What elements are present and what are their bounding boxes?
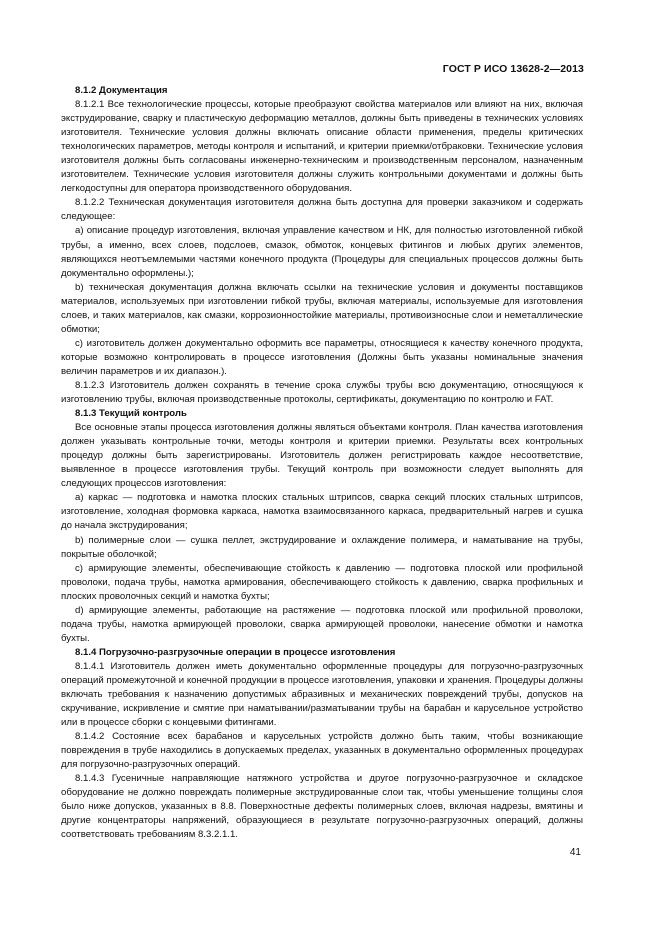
list-item-b: b) полимерные слои — сушка пеллет, экструдирование и охлаждение полимера, и наматывание на трубы, покрытые оболочкой; [61,534,583,560]
paragraph-8-1-2-1: 8.1.2.1 Все технологические процессы, которые преобразуют свойства материалов или влияют на них, включая экструдирование, сварку и пластическую деформацию металлов, должны быть приведены в технических условиях изготовителя. Технические условия должны включать описание области применения, пределы критических технологических параметров, методы контроля и испытаний, и критерии приемки/отбраковки. Технические условия изготовителя должны быть согласованы инженерно-техническим и производственным персоналом, назначенным изготовителем. Технические условия изготовителя должны служить контрольными документами и должны быть легкодоступны для оператора производственного оборудования. [61,99,583,195]
list-item-b: b) техническая документация должна включать ссылки на технические условия и документы поставщиков материалов, используемых при изготовлении гибкой трубы, включая материалы, используемые для изготовления слоев, и таких материалов, как смазки, коррозионностойкие материалы, противоизносные слои и неметаллические обмотки; [61,281,583,335]
section-heading-8-1-2: 8.1.2 Документация [75,85,168,96]
paragraph-8-1-4-1: 8.1.4.1 Изготовитель должен иметь документально оформленные процедуры для погрузочно-разгрузочных операций промежуточной и конечной продукции в процессе изготовления, упаковки и хранения. Процедуры должны включать требования к назначению допустимых абразивных и механических повреждений трубы, допусков на скручивание, искривление и смятие при наматывании/разматывании трубы на барабан и карусельное устройство или в процессе сборки с концевыми фитингами. [61,660,583,729]
paragraph-8-1-4-2: 8.1.4.2 Состояние всех барабанов и карусельных устройств должно быть таким, чтобы возникающие повреждения в трубе находились в допускаемых пределах, указанных в документально оформленных процедурах для погрузочно-разгрузочных операций. [61,731,583,771]
list-item-c: c) изготовитель должен документально оформить все параметры, относящиеся к качеству конечного продукта, которые возможно контролировать в процессе изготовления (Должны быть указаны номинальные значения величин параметров и их диапазон.). [61,337,583,377]
list-item-a: а) описание процедур изготовления, включая управление качеством и НК, для полностью изготовленной гибкой трубы, а именно, всех слоев, подслоев, смазок, обмоток, концевых фитингов и любых других элементов, являющихся неотъемлемыми частями конечного продукта (Процедуры для специальных процессов должны быть документально оформлены.); [61,225,583,279]
page-number: 41 [569,847,581,858]
document-code-header: ГОСТ Р ИСО 13628-2—2013 [442,63,584,75]
paragraph-8-1-3: Все основные этапы процесса изготовления должны являться объектами контроля. План качества изготовления должен указывать контрольные точки, методы контроля и критерии приемки. Результаты всех контрольных процедур должны быть зарегистрированы. Изготовитель должен регистрировать каждое несоответствие, выявленное в процессе изготовления трубы. Текущий контроль при возможности следует выполнять для следующих процессов изготовления: [61,422,583,490]
paragraph-8-1-2-2: 8.1.2.2 Техническая документация изготовителя должна быть доступна для проверки заказчиком и содержать следующее: [61,197,583,223]
section-heading-8-1-4: 8.1.4 Погрузочно-разгрузочные операции в процессе изготовления [75,646,396,658]
list-item-c: c) армирующие элементы, обеспечивающие стойкость к давлению — подготовка плоской или профильной проволоки, подача трубы, намотка армирования, обеспечивающего стойкость к давлению, сварка профильных и плоских проволочных секций и намотка бухты; [61,562,583,602]
list-item-d: d) армирующие элементы, работающие на растяжение — подготовка плоской или профильной проволоки, подача трубы, намотка армирующей проволоки, сварка армирующей проволоки, нанесение обмотки и намотка бухты. [61,604,583,644]
paragraph-8-1-2-3: 8.1.2.3 Изготовитель должен сохранять в течение срока службы трубы всю документацию, относящуюся к изготовлению трубы, включая производственные протоколы, сертификаты, документацию по контролю и FAT. [61,379,583,406]
section-heading-8-1-3: 8.1.3 Текущий контроль [75,408,187,420]
list-item-a: а) каркас — подготовка и намотка плоских стальных штрипсов, сварка секций плоских стальных штрипсов, изготовление, холодная формовка каркаса, намотка взаимосвязанного каркаса, предварительный нагрев и сушка до начала экструдирования; [61,492,583,532]
document-body [61,84,583,843]
paragraph-8-1-4-3: 8.1.4.3 Гусеничные направляющие натяжного устройства и другое погрузочно-разгрузочное и складское оборудование не должно повреждать полимерные экструдированные слои так, чтобы уменьшение толщины слоя было ниже допусков, указанных в 8.8. Поверхностные дефекты полимерных слоев, включая надрезы, вмятины и другие концентраторы напряжений, образующиеся в результате погрузочно-разгрузочных операций, должны соответствовать требованиям 8.3.2.1.1. [61,773,583,841]
